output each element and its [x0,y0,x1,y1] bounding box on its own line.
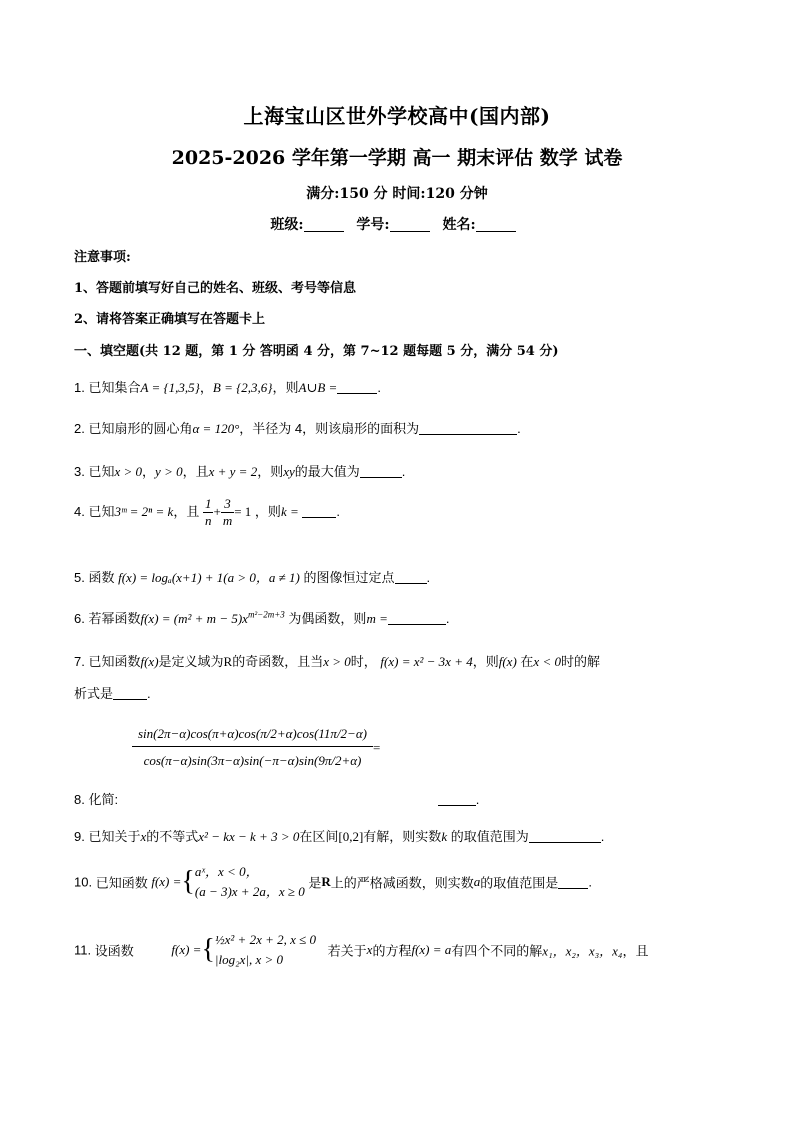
answer-blank [302,504,336,518]
simplify-fraction: $\frac{\sin(2\pi-\alpha)\cos(\pi+\alpha)\cos(\pi/2+\alpha)\cos(11\pi/2-\alpha)}{\cos(\pi-\alpha)\sin(3\pi-\alpha)\sin(-\pi-\alpha)\sin(9\pi/2+\alpha)}$ [132,722,373,775]
id-blank [390,217,430,232]
notes-heading: 注意事项: [74,250,131,265]
left-brace: { [201,934,215,965]
question-7-cont: 析式是 . [74,686,151,701]
question-1: 1. 已知集合A = {1,3,5}，B = {2,3,6}，则A∪B = . [74,380,381,395]
question-2: 2. 已知扇形的圆心角α = 120°，半径为 4，则该扇形的面积为 . [74,421,521,436]
note-item: 1、答题前填写好自己的姓名、班级、考号等信息 [74,281,357,296]
question-9: 9. 已知关于x的不等式x² − kx − k + 3 > 0在区间[0,2]有解，则实数k 的取值范围为 . [74,829,605,844]
fraction: $\frac{1}{n}$ [204,496,212,528]
question-8-expression: $\frac{\sin(2\pi-\alpha)\cos(\pi+\alpha)\cos(\pi/2+\alpha)\cos(11\pi/2-\alpha)}{\cos(\pi-\alpha)\sin(3\pi-\alpha)\sin(-\pi-\alpha)\sin(9\pi/2+\alpha)}$ = [132,722,380,775]
exam-title: 2025-2026 学年第一学期 高一 期末评估 数学 试卷 [171,147,623,169]
answer-blank [113,686,147,700]
answer-blank [419,421,517,435]
question-10: 10. 已知函数 f(x) ={ aˣ，x < 0， (a − 3)x + 2a，x ≥ 0 是R上的严格减函数，则实数a的取值范围是 . [74,862,592,902]
exam-meta: 满分:150 分 时间:120 分钟 [306,186,488,202]
question-6: 6. 若幂函数$f(x) = (m^2 + m - 5)x^{m^2-2m+3}$ 为偶函数，则m = . [74,609,450,626]
piecewise: aˣ，x < 0， (a − 3)x + 2a，x ≥ 0 [194,864,305,899]
question-4: 4. 已知3ᵐ = 2ⁿ = k，且 $\frac{1}{n}$ + $\frac{3}{m}$ = 1 ，则k = . [74,496,340,528]
name-blank [476,217,516,232]
question-5: 5. 函数 f(x) = logₐ(x+1) + 1(a > 0，a ≠ 1) 的图像恒过定点 . [74,570,431,585]
question-11: 11. 设函数 f(x) ={ ½x² + 2x + 2, x ≤ 0 |log₂x|, x > 0 若关于x的方程f(x) = a有四个不同的解x₁，x₂，x₃，x₄，且 [74,930,648,970]
answer-blank [360,464,402,478]
school-title: 上海宝山区世外学校高中(国内部) [243,104,551,128]
class-blank [304,217,344,232]
answer-blank [388,611,446,625]
answer-blank [395,570,427,584]
section-heading: 一、填空题(共 12 题，第 1 分 答明函 4 分，第 7~12 题每题 5 分，满分 54 分) [74,344,559,359]
id-label: 学号: [356,217,390,233]
fraction: $\frac{3}{m}$ [222,496,233,528]
name-label: 姓名: [442,217,476,233]
piecewise: ½x² + 2x + 2, x ≤ 0 |log₂x|, x > 0 [214,932,317,967]
answer-blank [337,380,377,394]
left-brace: { [181,866,195,897]
question-3: 3. 已知x > 0，y > 0，且x + y = 2，则xy的最大值为 . [74,464,406,479]
question-7: 7. 已知函数f(x)是定义域为R的奇函数，且当x > 0时， f(x) = x² − 3x + 4，则f(x) 在x < 0时的解 [74,654,600,669]
question-8: 8. 化简: . [74,792,480,807]
answer-blank [558,875,588,889]
answer-blank [529,829,601,843]
answer-blank [438,792,476,806]
student-info-row [0,214,794,234]
class-label: 班级: [270,217,304,233]
note-item: 2、请将答案正确填写在答题卡上 [74,312,266,327]
